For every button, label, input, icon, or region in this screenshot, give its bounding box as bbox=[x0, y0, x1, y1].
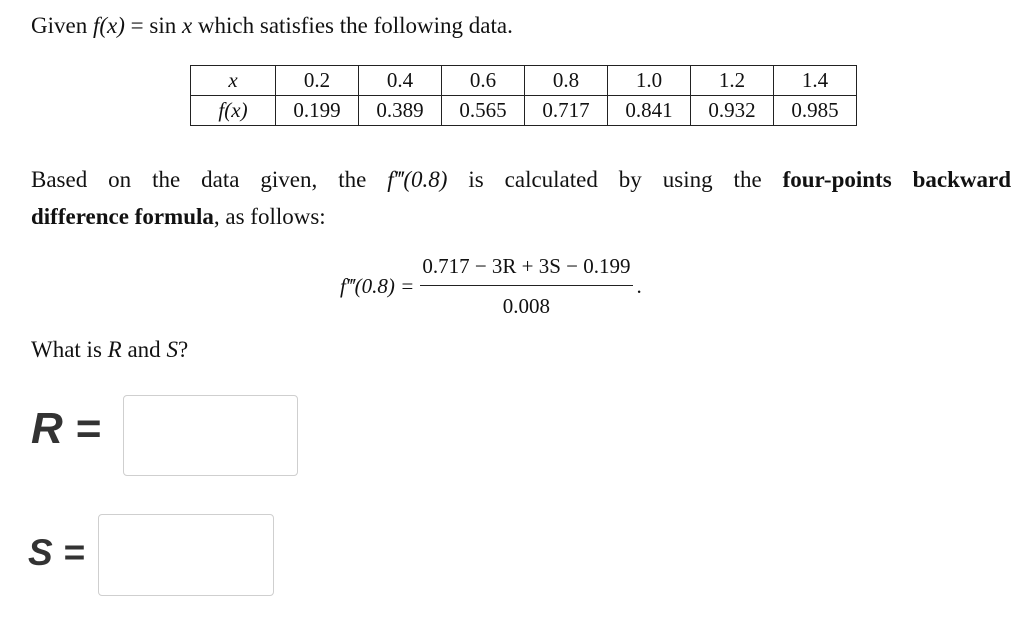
table-cell-x: 1.4 bbox=[774, 66, 857, 96]
formula-lhs: f‴(0.8) = bbox=[340, 274, 415, 298]
table-row-fx bbox=[191, 96, 857, 126]
formula-fraction bbox=[420, 254, 632, 319]
table-cell-x: 0.8 bbox=[525, 66, 608, 96]
data-table bbox=[190, 65, 857, 126]
table-cell-x: 0.6 bbox=[442, 66, 525, 96]
question-text: and bbox=[121, 337, 167, 362]
formula-period: . bbox=[636, 274, 642, 298]
formula bbox=[340, 254, 642, 319]
formula-numerator: 0.717 − 3R + 3S − 0.199 bbox=[420, 254, 632, 286]
question bbox=[31, 338, 188, 361]
table-cell-x: 1.2 bbox=[691, 66, 774, 96]
table-cell-fx: 0.565 bbox=[442, 96, 525, 126]
r-answer-input[interactable] bbox=[123, 395, 298, 476]
table-cell-x: 0.2 bbox=[276, 66, 359, 96]
intro-equals-sin: = sin bbox=[124, 13, 182, 38]
question-variable-s: S bbox=[166, 337, 178, 362]
description-text: is calculated by using the bbox=[447, 167, 783, 192]
description-text: Based on the data given, the bbox=[31, 167, 388, 192]
r-label: R = bbox=[31, 404, 101, 453]
description-line-2 bbox=[31, 205, 326, 228]
table-cell-fx: 0.985 bbox=[774, 96, 857, 126]
table-row-x bbox=[191, 66, 857, 96]
table-cell-fx: 0.841 bbox=[608, 96, 691, 126]
intro-text-end: which satisfies the following data. bbox=[192, 13, 513, 38]
intro-sentence bbox=[31, 14, 513, 37]
description-method-bold: difference formula bbox=[31, 204, 214, 229]
table-header-fx: f(x) bbox=[191, 96, 276, 126]
table-cell-fx: 0.199 bbox=[276, 96, 359, 126]
question-text: What is bbox=[31, 337, 108, 362]
s-label: S = bbox=[28, 532, 85, 573]
question-variable-r: R bbox=[107, 337, 122, 362]
description-line-1 bbox=[31, 168, 1011, 191]
table-cell-fx: 0.389 bbox=[359, 96, 442, 126]
intro-variable: x bbox=[181, 13, 193, 38]
description-text: , as follows: bbox=[213, 204, 326, 229]
formula-denominator: 0.008 bbox=[502, 294, 551, 318]
table-cell-fx: 0.717 bbox=[525, 96, 608, 126]
description-derivative: f‴(0.8) bbox=[387, 167, 448, 192]
table-cell-x: 1.0 bbox=[608, 66, 691, 96]
intro-function: f(x) bbox=[92, 13, 125, 38]
table-cell-x: 0.4 bbox=[359, 66, 442, 96]
intro-text-start: Given bbox=[31, 13, 93, 38]
question-text: ? bbox=[177, 337, 189, 362]
table-cell-fx: 0.932 bbox=[691, 96, 774, 126]
s-answer-input[interactable] bbox=[98, 514, 274, 596]
description-method-bold: four-points backward bbox=[782, 167, 1012, 192]
table-header-x: x bbox=[191, 66, 276, 96]
